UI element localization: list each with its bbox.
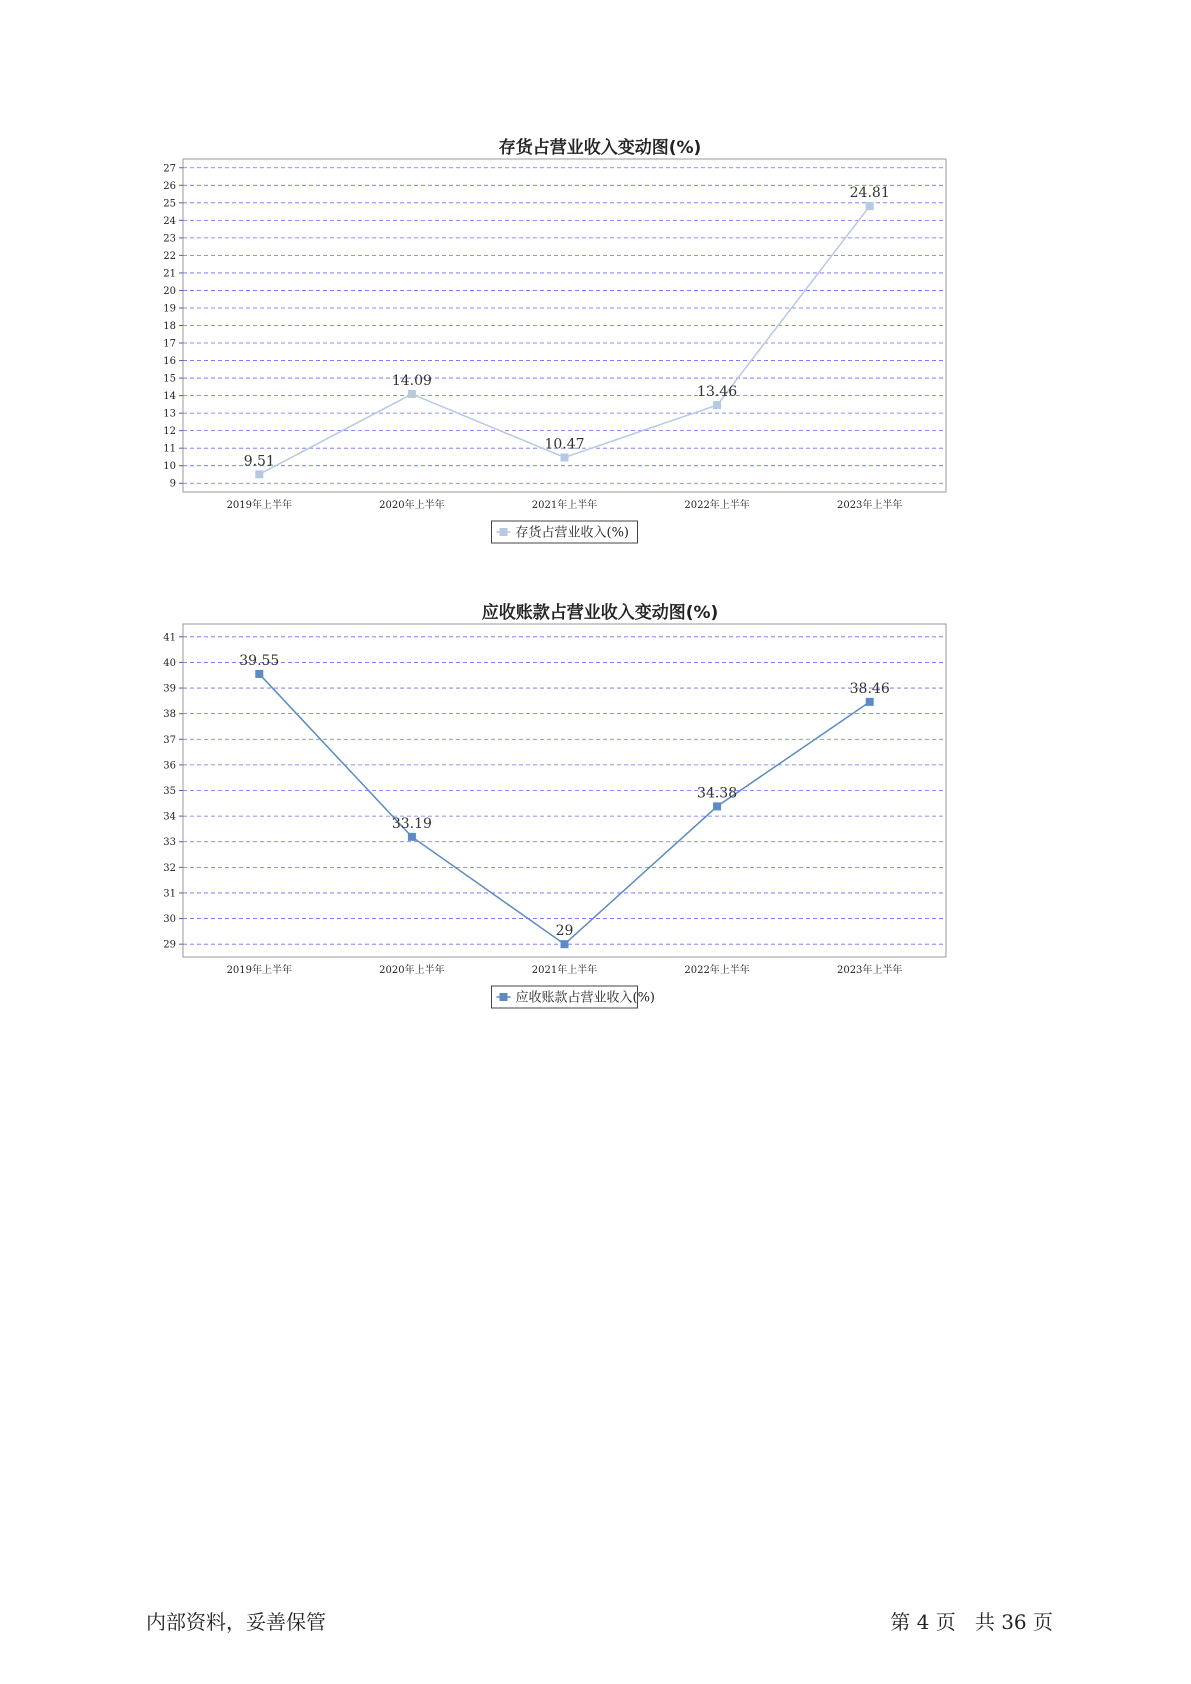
x-tick-label: 2021年上半年 (531, 500, 598, 511)
legend-marker-icon (500, 993, 508, 1001)
series-line (259, 674, 869, 944)
x-tick-label: 2020年上半年 (379, 965, 445, 976)
data-point (408, 390, 416, 398)
x-tick-label: 2021年上半年 (531, 965, 598, 976)
footer-page-label-mid: 页 (935, 1610, 956, 1634)
data-point (561, 453, 569, 461)
data-point (408, 833, 416, 841)
y-tick-label: 32 (163, 862, 176, 874)
x-tick-label: 2020年上半年 (379, 500, 445, 511)
y-tick-label: 26 (163, 180, 176, 192)
footer-total-pages: 36 (1001, 1610, 1027, 1634)
y-tick-label: 10 (163, 461, 176, 473)
x-tick-label: 2022年上半年 (684, 965, 750, 976)
y-tick-label: 11 (163, 443, 176, 455)
y-tick-label: 14 (163, 391, 176, 403)
y-tick-label: 21 (163, 268, 176, 280)
y-tick-label: 29 (163, 939, 176, 951)
y-tick-label: 34 (163, 811, 176, 823)
y-tick-label: 13 (163, 408, 176, 420)
y-tick-label: 25 (163, 198, 176, 210)
data-point (866, 698, 874, 706)
y-tick-label: 23 (163, 233, 176, 245)
x-tick-label: 2023年上半年 (836, 965, 903, 976)
data-label: 29 (555, 923, 574, 940)
chart-1-container (150, 125, 1050, 565)
y-tick-label: 18 (163, 321, 176, 332)
data-label: 38.46 (849, 680, 890, 697)
footer-page-label-pre: 第 (890, 1610, 911, 1634)
y-tick-label: 40 (163, 657, 176, 669)
data-label: 10.47 (544, 436, 585, 453)
data-point (255, 670, 263, 678)
data-point (561, 940, 569, 948)
y-tick-label: 39 (163, 683, 176, 695)
chart-1-svg (150, 145, 1050, 565)
data-point (255, 470, 263, 478)
x-tick-label: 2023年上半年 (836, 500, 903, 511)
footer-page-number: 4 (916, 1610, 930, 1634)
data-label: 14.09 (391, 373, 432, 390)
x-tick-label: 2019年上半年 (226, 500, 293, 511)
data-label: 33.19 (391, 815, 432, 832)
y-tick-label: 17 (163, 338, 176, 350)
y-tick-label: 27 (163, 163, 176, 175)
legend-label: 应收账款占营业收入(%) (515, 990, 655, 1006)
y-tick-label: 20 (163, 285, 176, 297)
y-tick-label: 37 (163, 734, 176, 746)
data-label: 34.38 (697, 785, 738, 802)
y-tick-label: 33 (163, 837, 176, 849)
x-tick-label: 2019年上半年 (226, 965, 293, 976)
legend-marker-icon (500, 528, 508, 536)
legend-label: 存货占营业收入(%) (515, 525, 629, 541)
y-tick-label: 16 (163, 356, 176, 368)
chart-2-title: 应收账款占营业收入变动图(%) (481, 603, 719, 623)
footer-confidential-note: 内部资料，妥善保管 (146, 1610, 326, 1634)
y-tick-label: 22 (163, 250, 176, 262)
data-label: 9.51 (243, 453, 275, 470)
y-tick-label: 38 (163, 709, 176, 721)
data-label: 39.55 (239, 652, 280, 669)
footer-page-info (890, 1606, 1053, 1635)
y-tick-label: 30 (163, 914, 176, 926)
chart-2-svg (150, 610, 1050, 1030)
chart-2-container (150, 590, 1050, 1030)
y-tick-label: 35 (163, 786, 176, 797)
footer-total-label-pre: 共 (974, 1610, 995, 1634)
y-tick-label: 9 (169, 478, 176, 490)
y-tick-label: 15 (163, 373, 176, 385)
data-label: 13.46 (697, 384, 738, 401)
data-point (713, 802, 721, 810)
x-tick-label: 2022年上半年 (684, 500, 750, 511)
y-tick-label: 31 (163, 888, 176, 900)
y-tick-label: 12 (163, 426, 176, 438)
y-tick-label: 41 (163, 632, 176, 644)
y-tick-label: 36 (163, 760, 176, 772)
y-tick-label: 24 (163, 215, 176, 227)
data-point (713, 401, 721, 409)
chart-1-title: 存货占营业收入变动图(%) (498, 138, 702, 158)
footer-total-label-post: 页 (1033, 1610, 1053, 1634)
series-line (259, 206, 869, 474)
data-label: 24.81 (849, 185, 890, 202)
y-tick-label: 19 (163, 303, 176, 315)
data-point (866, 202, 874, 210)
